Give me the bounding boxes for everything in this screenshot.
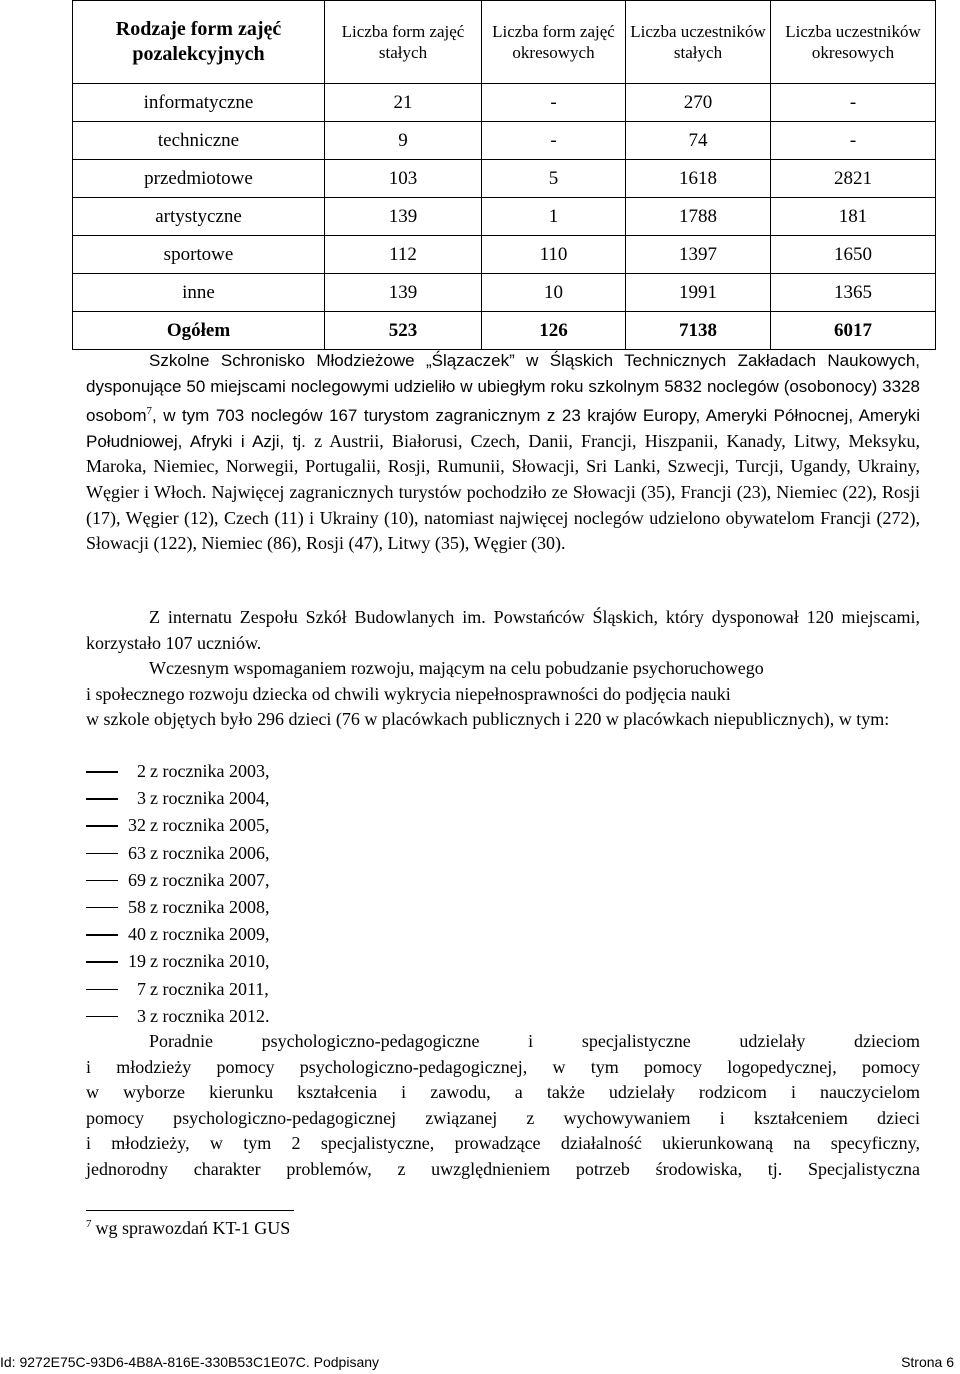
list-text: z rocznika 2005,	[150, 815, 270, 836]
header-periodic-forms: Liczba form zajęć okresowych	[482, 1, 626, 84]
list-count: 3	[137, 1005, 146, 1026]
table-row	[73, 274, 936, 312]
table-cell: 103	[325, 160, 482, 198]
header-periodic-participants: Liczba uczestników okresowych	[771, 1, 936, 84]
table-cell: 139	[325, 274, 482, 312]
table-cell: 270	[626, 84, 771, 122]
list-count: 2	[137, 761, 146, 781]
table-cell: artystyczne	[73, 198, 325, 236]
list-text: z rocznika 2009,	[150, 924, 270, 945]
dash-bullet	[86, 798, 118, 800]
list-text: z rocznika 2010,	[150, 951, 270, 972]
list-count: 58	[128, 896, 146, 917]
dash-bullet	[86, 771, 118, 773]
footnote-number: 7	[86, 1218, 92, 1230]
counseling-paragraph	[86, 1029, 920, 1183]
table-cell: inne	[73, 274, 325, 312]
dash-bullet	[86, 825, 118, 827]
table-row	[73, 84, 936, 122]
hostel-text-c: z Austrii, Białorusi, Czech, Danii, Francji, Hiszpanii, Kanady, Litwy, Meksyku, Maroka, Niemiec, Norwegii, Portugalii, Rosji, Rumunii, Słowacji, Sri Lanki, Szwecji, Turcji, Ugandy, Ukrainy, Węgier i Włoch. Najwięcej zagranicznych turystów pochodziło ze Słowacji (35), Francji (23), Niemiec (22), Rosji (17), Węgier (12), Czech (11) i Ukrainy (10), natomiast najwięcej noclegów udzielono obywatelom Francji (272), Słowacji (122), Niemiec (86), Rosji (47), Litwy (35), Węgier (30).	[86, 430, 920, 554]
dash-bullet	[86, 853, 118, 855]
list-count: 3	[137, 788, 146, 809]
list-count: 19	[128, 951, 146, 972]
early-support-line: Wczesnym wspomaganiem rozwoju, mającym na celu pobudzanie psychoruchowego	[149, 658, 764, 678]
table-cell: 1788	[626, 198, 771, 236]
early-support-paragraph	[86, 656, 920, 733]
counseling-line: pomocy psychologiczno-pedagogicznej związanej z wychowywaniem i kształceniem dzieci	[86, 1107, 920, 1128]
dormitory-paragraph: Z internatu Zespołu Szkół Budowlanych im. Powstańców Śląskich, który dysponował 120 miejscami, korzystało 107 uczniów.	[86, 607, 920, 653]
header-permanent-forms: Liczba form zajęć stałych	[325, 1, 482, 84]
page-number: Strona 6	[901, 1354, 954, 1370]
header-permanent-participants: Liczba uczestników stałych	[626, 1, 771, 84]
table-total-row	[73, 312, 936, 350]
total-cell: 7138	[626, 312, 771, 350]
footnote	[86, 1218, 290, 1239]
hostel-text-a: Szkolne Schronisko Młodzieżowe „Ślązaczek” w Śląskich Technicznych Zakładach Naukowych, dysponujące 50 miejscami noclegowymi udzieliło w ubiegłym roku szkolnym 5832 noclegów (osobonocy) 3328 osobom	[86, 351, 920, 426]
table-cell: 181	[771, 198, 936, 236]
table-header-row	[73, 1, 936, 84]
table-row	[73, 236, 936, 274]
table-cell: 139	[325, 198, 482, 236]
table-cell: informatyczne	[73, 84, 325, 122]
table-cell: 21	[325, 84, 482, 122]
list-count: 32	[128, 815, 146, 836]
total-cell: 523	[325, 312, 482, 350]
total-cell: 6017	[771, 312, 936, 350]
table-cell: 110	[482, 236, 626, 274]
counseling-line: i młodzieży pomocy psychologiczno-pedagogicznej, w tym pomocy logopedycznej, pomocy	[86, 1056, 920, 1077]
table-cell: -	[771, 122, 936, 160]
table-cell: -	[482, 122, 626, 160]
table-cell: -	[482, 84, 626, 122]
dash-bullet	[86, 989, 118, 991]
table-row	[73, 122, 936, 160]
table-cell: 5	[482, 160, 626, 198]
list-count: 69	[128, 869, 146, 890]
counseling-line: Poradnie psychologiczno-pedagogiczne i specjalistyczne udzielały dzieciom	[149, 1031, 920, 1051]
dash-bullet	[86, 934, 118, 936]
table-row	[73, 198, 936, 236]
counseling-line: jednorodny charakter problemów, z uwzględnieniem potrzeb środowiska, tj. Specjalistyczna	[86, 1158, 920, 1179]
early-support-rest: w szkole objętych było 296 dzieci (76 w placówkach publicznych i 220 w placówkach niepublicznych), w tym:	[86, 709, 890, 730]
table-cell: 10	[482, 274, 626, 312]
table-cell: 1	[482, 198, 626, 236]
list-count: 63	[128, 842, 146, 863]
list-text: z rocznika 2011,	[150, 978, 269, 999]
table-cell: -	[771, 84, 936, 122]
table-cell: 1397	[626, 236, 771, 274]
table-cell: 1365	[771, 274, 936, 312]
table-cell: 1650	[771, 236, 936, 274]
document-id-footer: Id: 9272E75C-93D6-4B8A-816E-330B53C1E07C. Podpisany	[0, 1354, 380, 1370]
table-cell: 74	[626, 122, 771, 160]
table-cell: przedmiotowe	[73, 160, 325, 198]
list-text: z rocznika 2004,	[150, 788, 270, 809]
list-text: z rocznika 2003,	[150, 761, 270, 781]
table-cell: 2821	[771, 160, 936, 198]
table-cell: sportowe	[73, 236, 325, 274]
hostel-paragraph	[86, 348, 920, 557]
list-count: 7	[137, 978, 146, 999]
activities-table	[72, 0, 936, 350]
dash-bullet	[86, 907, 118, 909]
counseling-line: i młodzieży, w tym 2 specjalistyczne, prowadzące działalność ukierunkowaną na specyficzny,	[86, 1133, 920, 1154]
list-text: z rocznika 2008,	[150, 896, 270, 917]
dash-bullet	[86, 961, 118, 963]
dash-bullet	[86, 880, 118, 882]
list-text: z rocznika 2006,	[150, 842, 270, 863]
table-cell: techniczne	[73, 122, 325, 160]
table-cell: 1991	[626, 274, 771, 312]
dash-bullet	[86, 1016, 118, 1018]
counseling-line: w wyborze kierunku kształcenia i zawodu, a także udzielały rodzicom i nauczycielom	[86, 1082, 920, 1103]
table-cell: 112	[325, 236, 482, 274]
list-count: 40	[128, 924, 146, 945]
table-cell: 9	[325, 122, 482, 160]
table-cell: 1618	[626, 160, 771, 198]
header-activity-type: Rodzaje form zajęć pozalekcyjnych	[73, 1, 325, 84]
hostel-text-b: , w tym 703 noclegów 167 turystom zagranicznym z 23 krajów Europy, Ameryki Północnej, Ameryki Południowej, Afryki i Azji, tj.	[86, 406, 920, 451]
total-label: Ogółem	[73, 312, 325, 350]
table-row	[73, 160, 936, 198]
list-text: z rocznika 2012.	[150, 1005, 270, 1026]
total-cell: 126	[482, 312, 626, 350]
footnote-separator	[86, 1210, 294, 1211]
footnote-text: wg sprawozdań KT-1 GUS	[95, 1218, 291, 1238]
early-support-line: i społecznego rozwoju dziecka od chwili wykrycia niepełnosprawności do podjęcia nauki	[86, 683, 731, 704]
list-text: z rocznika 2007,	[150, 869, 270, 890]
footnote-ref: 7	[146, 405, 152, 418]
